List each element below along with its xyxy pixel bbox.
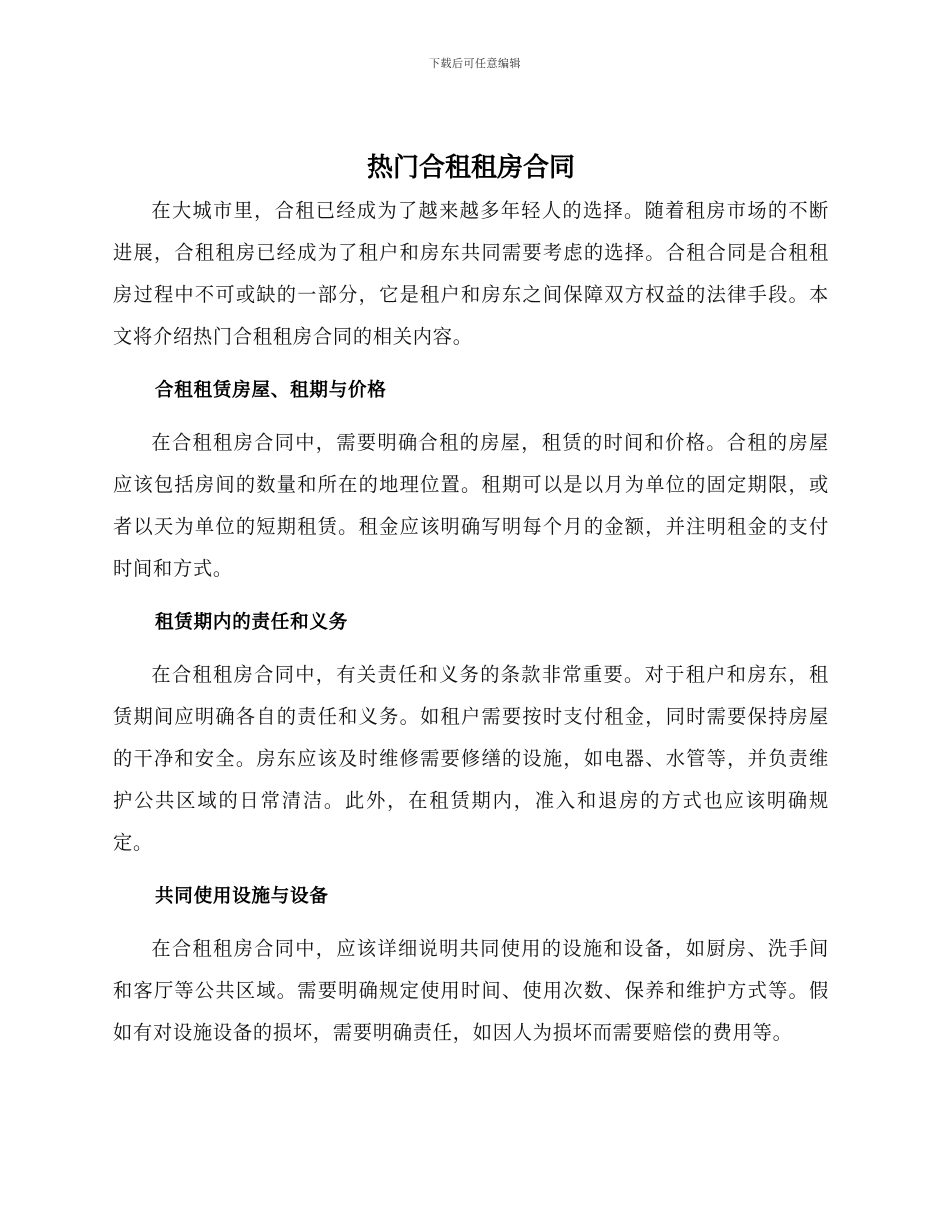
section-heading-2: 租赁期内的责任和义务 bbox=[155, 612, 349, 633]
document-body bbox=[113, 150, 829, 1054]
header-note: 下载后可任意编辑 bbox=[429, 57, 521, 70]
section-paragraph-1: 在合租租房合同中，需要明确合租的房屋，租赁的时间和价格。合租的房屋应该包括房间的数量和所在的地理位置。租期可以是以月为单位的固定期限，或者以天为单位的短期租赁。租金应该明确写明每个月的金额，并注明租金的支付时间和方式。 bbox=[113, 431, 829, 580]
section-heading-3: 共同使用设施与设备 bbox=[155, 886, 329, 907]
section-paragraph-2: 在合租租房合同中，有关责任和义务的条款非常重要。对于租户和房东，租赁期间应明确各自的责任和义务。如租户需要按时支付租金，同时需要保持房屋的干净和安全。房东应该及时维修需要修缮的设施，如电器、水管等，并负责维护公共区域的日常清洁。此外，在租赁期内，准入和退房的方式也应该明确规定。 bbox=[113, 663, 829, 854]
section-paragraph-3: 在合租租房合同中，应该详细说明共同使用的设施和设备，如厨房、洗手间和客厅等公共区域。需要明确规定使用时间、使用次数、保养和维护方式等。假如有对设施设备的损坏，需要明确责任，如因人为损坏而需要赔偿的费用等。 bbox=[113, 937, 829, 1044]
section-heading-1: 合租租赁房屋、租期与价格 bbox=[155, 380, 387, 401]
intro-paragraph: 在大城市里，合租已经成为了越来越多年轻人的选择。随着租房市场的不断进展，合租租房已经成为了租户和房东共同需要考虑的选择。合租合同是合租租房过程中不可或缺的一部分，它是租户和房东之间保障双方权益的法律手段。本文将介绍热门合租租房合同的相关内容。 bbox=[113, 199, 829, 348]
document-title: 热门合租租房合同 bbox=[366, 153, 575, 183]
